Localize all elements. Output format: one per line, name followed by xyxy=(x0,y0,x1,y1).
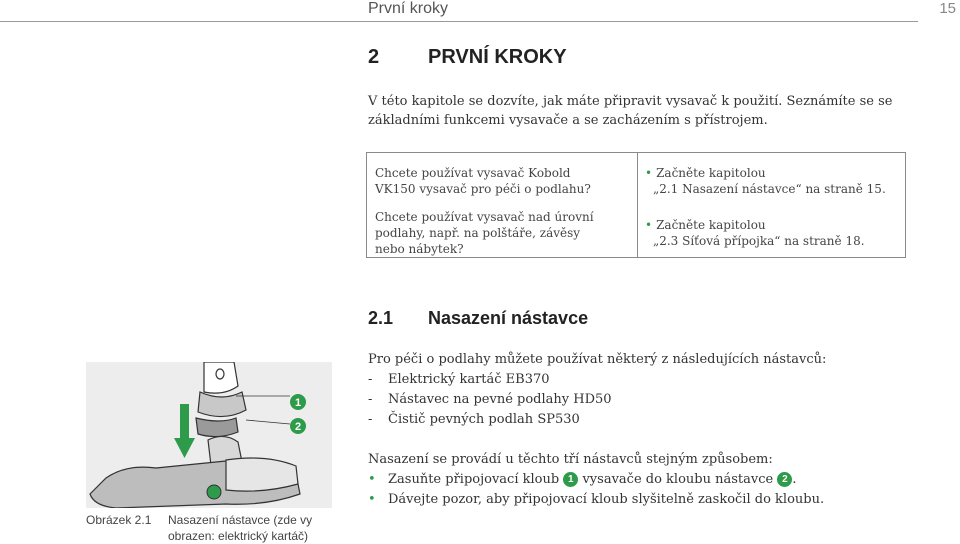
dash-marker: - xyxy=(368,412,373,427)
caption-text: Nasazení nástavce (zde vy obrazen: elektrický kartáč) xyxy=(168,513,313,543)
section-number: 2.1 xyxy=(368,308,394,328)
page-number: 15 xyxy=(939,0,956,17)
step-item xyxy=(368,470,824,490)
answer-1 xyxy=(645,165,901,197)
callout-2-number: 2 xyxy=(294,421,302,433)
bullet-icon: • xyxy=(368,472,376,487)
list-item xyxy=(368,370,826,390)
answer-1-ref[interactable]: „2.1 Nasazení nástavce“ na straně 15. xyxy=(653,182,886,196)
step-item xyxy=(368,490,824,510)
steps-list xyxy=(368,470,824,510)
intro-paragraph: V této kapitole se dozvíte, jak máte připravit vysavač k použití. Seznámíte se se základními funkcemi vysavače a se zacházením s přístrojem. xyxy=(368,94,893,128)
attachment-label: Elektrický kartáč EB370 xyxy=(388,372,550,387)
running-title: První kroky xyxy=(368,0,449,17)
step1-text-b: vysavače do kloubu nástavce xyxy=(582,472,774,487)
table-divider xyxy=(637,153,638,257)
callout-1-badge: 1 xyxy=(563,472,578,487)
question-table xyxy=(366,152,906,258)
brush-body-icon xyxy=(226,458,298,491)
insert-arrow-shaft xyxy=(180,404,189,440)
question-1: Chcete používat vysavač Kobold VK150 vysavač pro péči o podlahu? xyxy=(375,166,591,196)
answer-2-ref[interactable]: „2.3 Síťová přípojka“ na straně 18. xyxy=(653,234,865,248)
answer-2-label: Začněte kapitolou xyxy=(656,218,766,232)
vacuum-tube-icon xyxy=(204,362,238,393)
procedure-intro: Nasazení se provádí u těchto tří nástavců stejným způsobem: xyxy=(368,452,773,467)
dash-marker: - xyxy=(368,392,373,407)
page-header xyxy=(0,0,960,22)
header-rule xyxy=(0,21,918,22)
attachment-label: Čistič pevných podlah SP530 xyxy=(388,412,580,427)
joint-ring-icon xyxy=(196,418,238,437)
chapter-number: 2 xyxy=(368,46,380,68)
chapter-heading xyxy=(368,46,567,69)
callout-2-badge: 2 xyxy=(777,472,792,487)
attachments-block xyxy=(368,350,826,430)
answer-1-label: Začněte kapitolou xyxy=(656,166,766,180)
attachment-illustration xyxy=(86,362,332,508)
step1-text-a: Zasuňte připojovací kloub xyxy=(388,472,560,487)
callout-1-number: 1 xyxy=(294,397,302,409)
attachments-intro: Pro péči o podlahy můžete používat některý z následujících nástavců: xyxy=(368,352,827,367)
section-title: Nasazení nástavce xyxy=(428,308,589,328)
dash-marker: - xyxy=(368,372,373,387)
question-2: Chcete používat vysavač nad úrovní podlahy, např. na polštáře, závěsy nebo nábytek? xyxy=(375,210,594,256)
step2-text: Dávejte pozor, aby připojovací kloub slyšitelně zaskočil do kloubu. xyxy=(388,492,825,507)
caption-label: Obrázek 2.1 xyxy=(86,513,152,527)
illustration-svg xyxy=(86,362,332,508)
answer-2 xyxy=(645,217,901,249)
chapter-title: PRVNÍ KROKY xyxy=(428,46,567,68)
section-heading xyxy=(368,308,588,329)
bullet-icon: • xyxy=(645,218,653,232)
bullet-icon: • xyxy=(368,492,376,507)
attachment-label: Nástavec na pevné podlahy HD50 xyxy=(388,392,612,407)
step1-text-c: . xyxy=(792,472,797,487)
green-release-button-icon xyxy=(207,485,221,499)
list-item xyxy=(368,410,826,430)
list-item xyxy=(368,390,826,410)
bullet-icon: • xyxy=(645,166,653,180)
